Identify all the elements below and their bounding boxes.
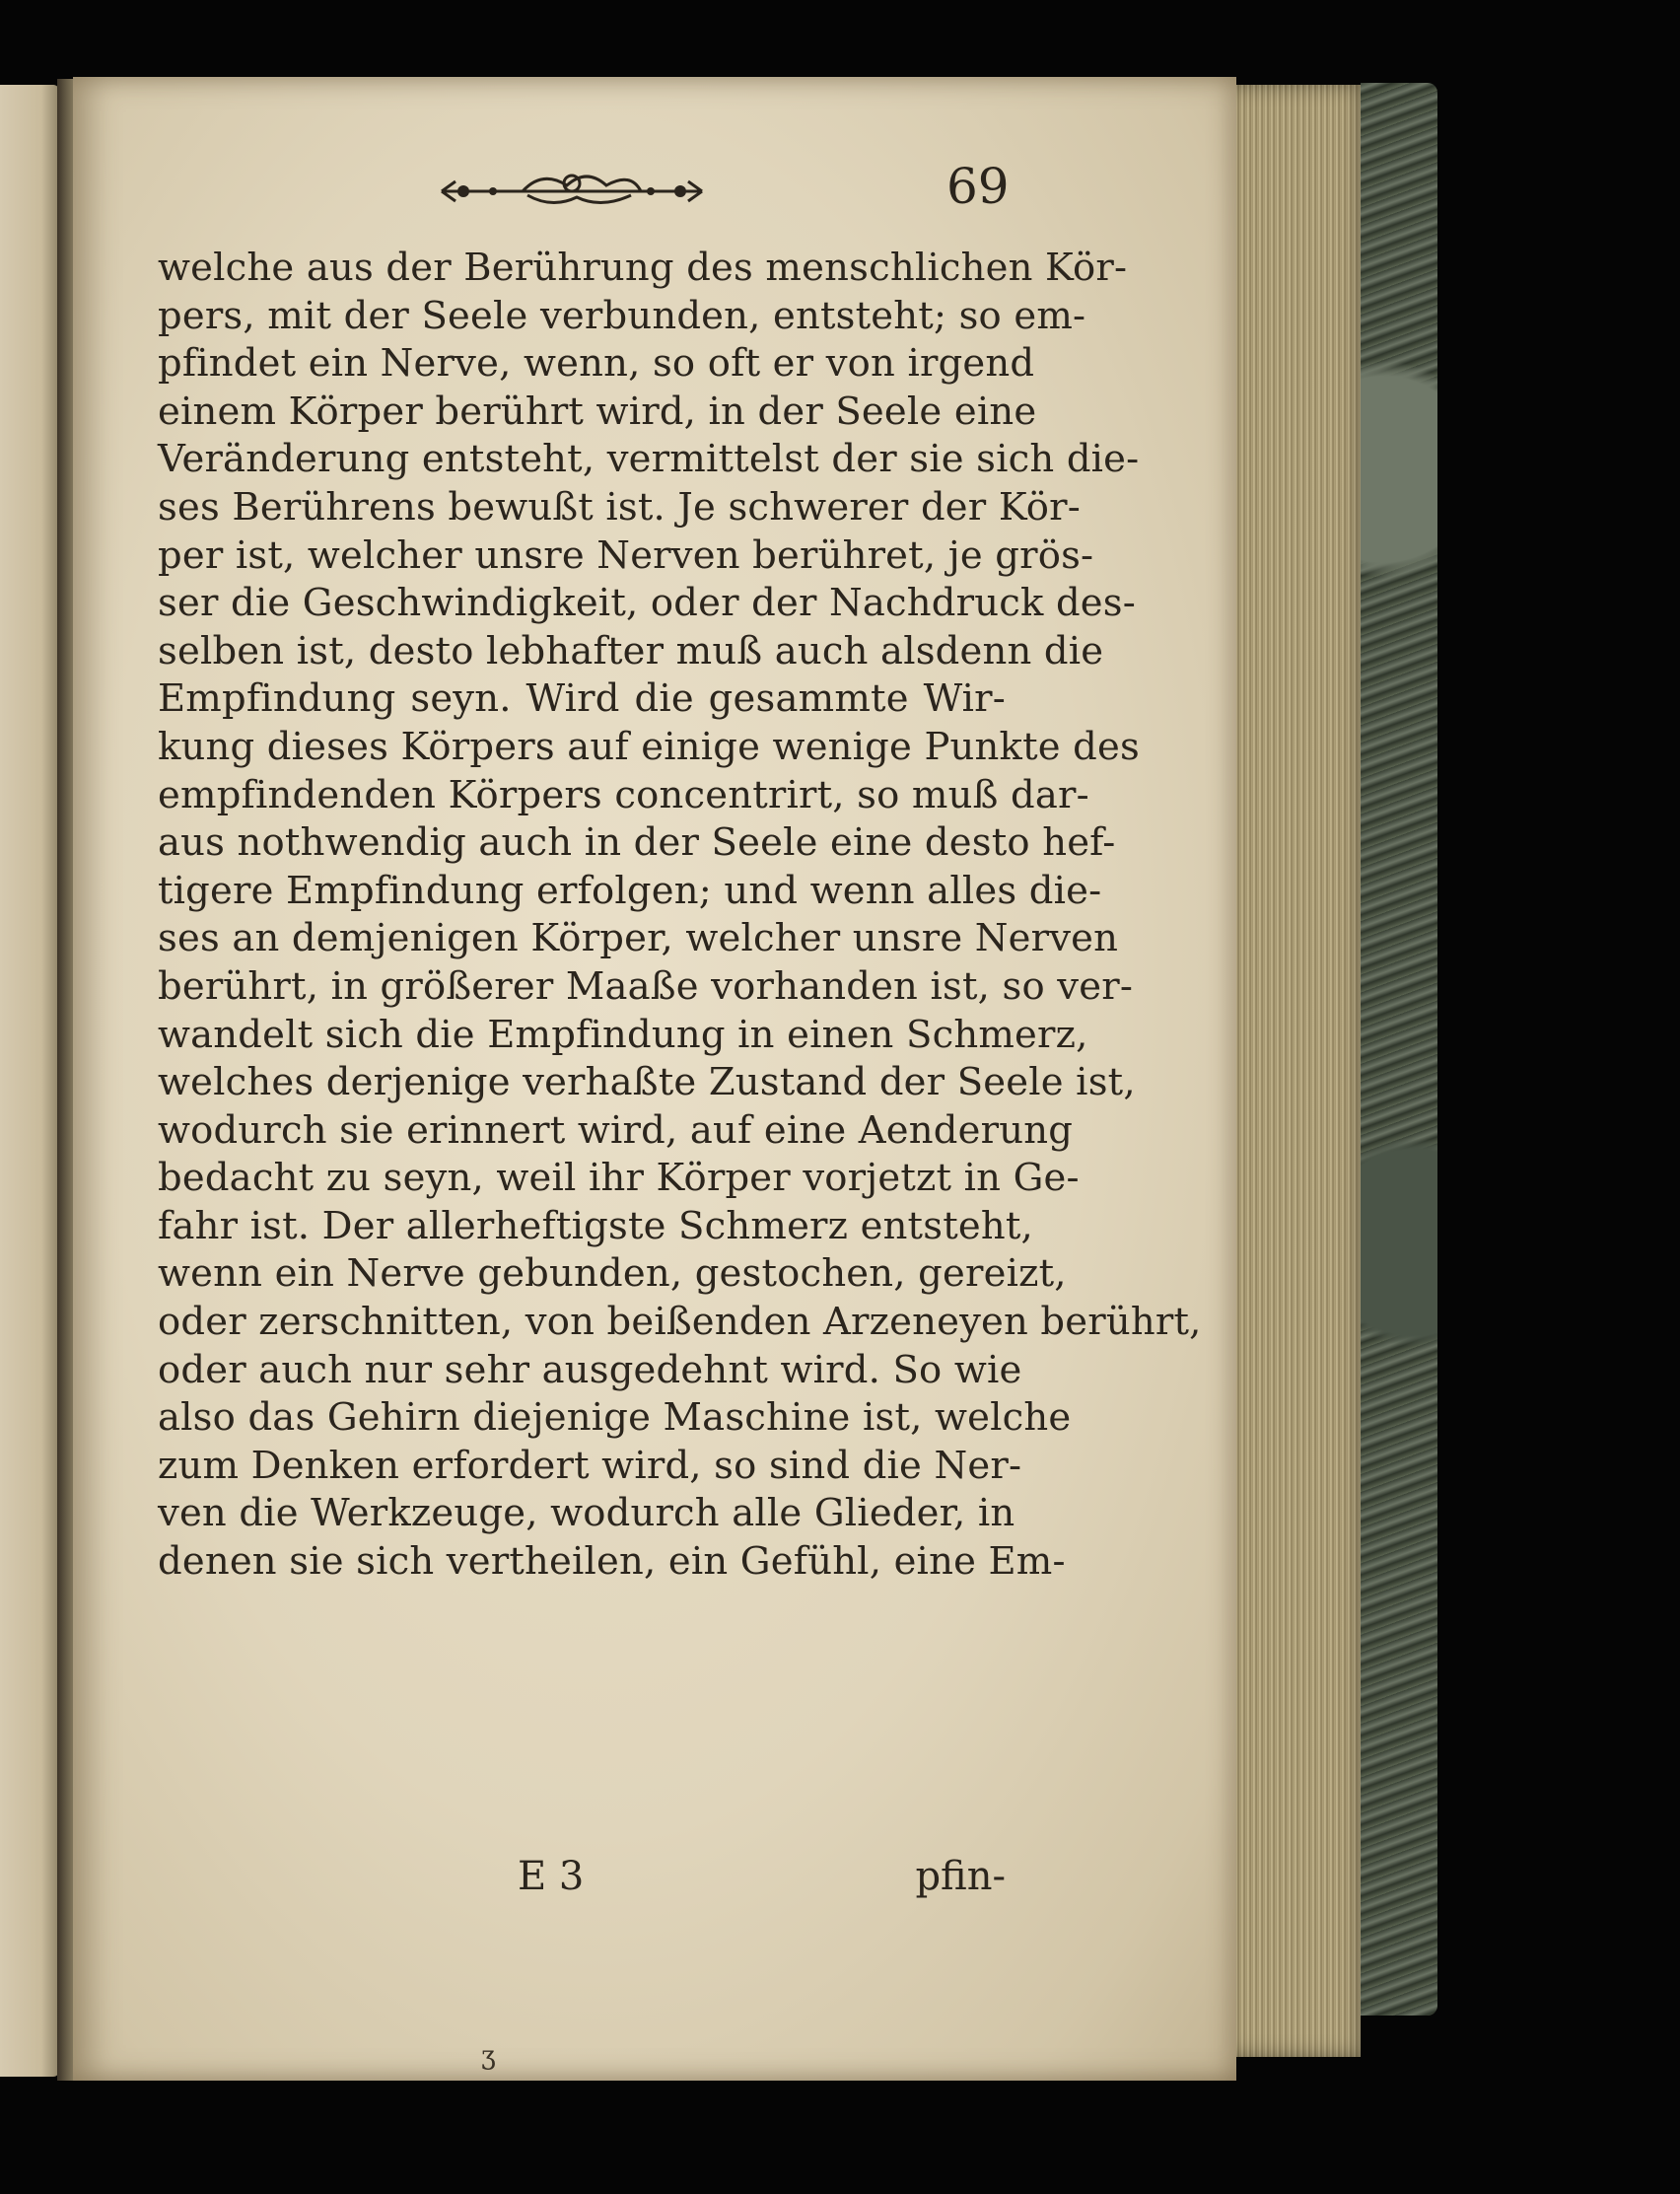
text-line: einem Körper berührt wird, in der Seele eine xyxy=(158,389,1037,434)
text-line: pers, mit der Seele verbunden, entsteht; so em- xyxy=(158,293,1086,338)
text-line: fahr ist. Der allerheftigste Schmerz entsteht, xyxy=(158,1203,1033,1248)
text-line: berührt, in größerer Maaße vorhanden ist, so ver- xyxy=(158,963,1134,1009)
text-line: Veränderung entsteht, vermittelst der sie sich die- xyxy=(158,437,1140,482)
text-line: per ist, welcher unsre Nerven berühret, je grös- xyxy=(158,532,1094,578)
text-line: welches derjenige verhaßte Zustand der Seele ist, xyxy=(158,1060,1136,1105)
page-edges xyxy=(1223,85,1361,2057)
signature-mark: E 3 xyxy=(518,1854,585,1899)
text-line: ser die Geschwindigkeit, oder der Nachdruck des- xyxy=(158,581,1136,626)
page-header xyxy=(434,158,1015,227)
marbled-cover xyxy=(1361,83,1437,2016)
text-line: oder zerschnitten, von beißenden Arzeneyen berührt, xyxy=(158,1300,1202,1345)
text-line: ses an demjenigen Körper, welcher unsre Nerven xyxy=(158,916,1119,961)
text-line: kung dieses Körpers auf einige wenige Punkte des xyxy=(158,724,1140,769)
text-line: tigere Empfindung erfolgen; und wenn alles die- xyxy=(158,868,1102,913)
text-line: zum Denken erfordert wird, so sind die Ner- xyxy=(158,1443,1022,1488)
text-line: Empfindung seyn. Wird die gesammte Wir- xyxy=(158,676,1006,722)
text-line: oder auch nur sehr ausgedehnt wird. So wie xyxy=(158,1347,1022,1392)
text-line: wandelt sich die Empfindung in einen Schmerz, xyxy=(158,1012,1088,1057)
text-line: bedacht zu seyn, weil ihr Körper vorjetzt in Ge- xyxy=(158,1156,1080,1201)
text-line: ven die Werkzeuge, wodurch alle Glieder, in xyxy=(158,1491,1015,1536)
page-number: 69 xyxy=(946,158,1010,215)
bottom-mark: ʒ xyxy=(481,2041,496,2071)
text-line: ses Berührens bewußt ist. Je schwerer der Kör- xyxy=(158,484,1081,530)
ornament-icon xyxy=(434,162,710,221)
text-line: wenn ein Nerve gebunden, gestochen, gereizt, xyxy=(158,1251,1067,1297)
text-line: empfindenden Körpers concentrirt, so muß dar- xyxy=(158,772,1089,817)
text-line: selben ist, desto lebhafter muß auch alsdenn die xyxy=(158,628,1104,673)
facing-page-edge xyxy=(0,85,59,2077)
page-footer xyxy=(158,1854,1006,1907)
text-line: denen sie sich vertheilen, ein Gefühl, eine Em- xyxy=(158,1539,1066,1585)
text-line: pfindet ein Nerve, wenn, so oft er von irgend xyxy=(158,341,1035,387)
text-line: wodurch sie erinnert wird, auf eine Aenderung xyxy=(158,1107,1074,1153)
text-line: welche aus der Berührung des menschlichen Kör- xyxy=(158,246,1128,290)
text-line: also das Gehirn diejenige Maschine ist, welche xyxy=(158,1395,1072,1441)
catchword: pfin- xyxy=(915,1854,1006,1899)
body-text xyxy=(158,245,1202,1587)
text-line: aus nothwendig auch in der Seele eine desto hef- xyxy=(158,820,1116,866)
